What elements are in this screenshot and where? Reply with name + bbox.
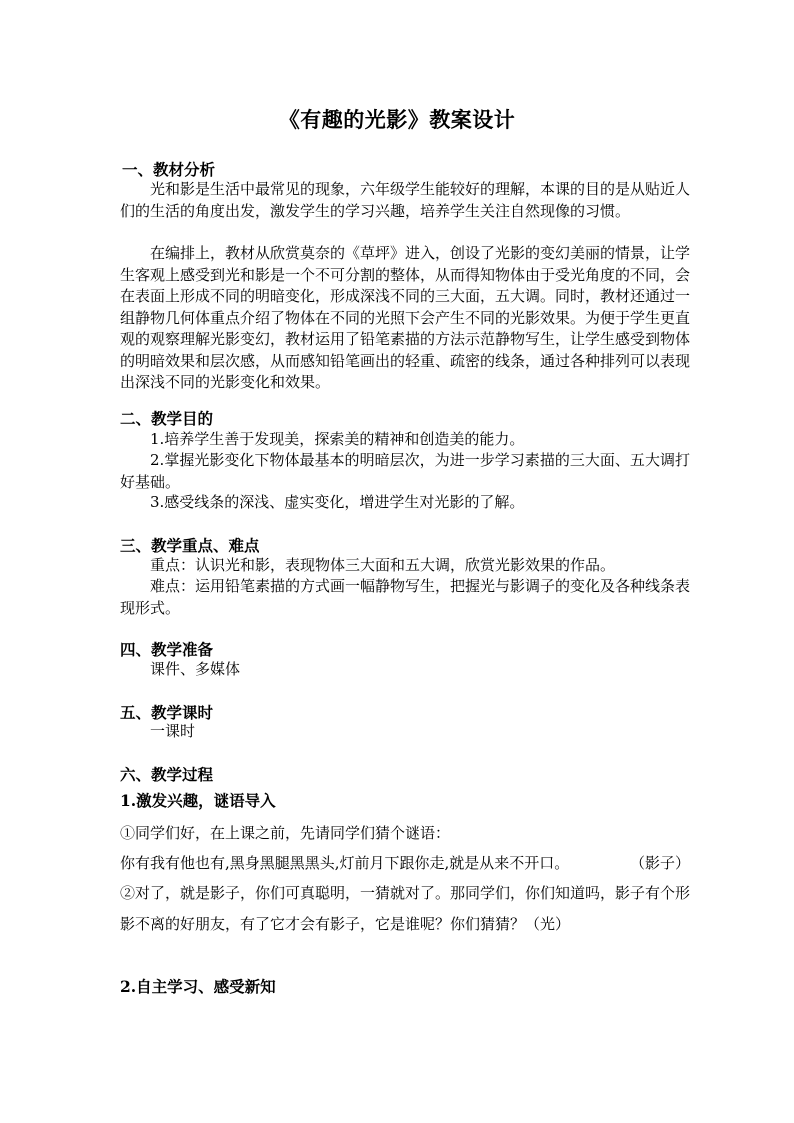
section-heading-class-hours: 五、教学课时: [120, 703, 214, 722]
paragraph: 课件、多媒体: [150, 660, 241, 678]
riddle-line: [120, 852, 690, 873]
step-heading: 1.激发兴趣，谜语导入: [120, 791, 276, 810]
document-title: 《有趣的光影》教案设计: [278, 107, 516, 132]
paragraph: 在编排上，教材从欣赏莫奈的《草坪》进入，创设了光影的变幻美丽的情景，让学生客观上感受到光和影是一个不可分割的整体，从而得知物体由于受光角度的不同，会在表面上形成不同的明暗变化，形成深浅不同的三大面，五大调。同时，教材还通过一组静物几何体重点介绍了物体在不同的光照下会产生不同的光影效果。为便于学生更直观的观察理解光影变幻，教材运用了铅笔素描的方法示范静物写生，让学生感受到物体的明暗效果和层次感，从而感知铅笔画出的轻重、疏密的线条，通过各种排列可以表现出深浅不同的光影变化和效果。: [120, 244, 691, 391]
riddle-text: 你有我有他也有,黑身黑腿黑黑头,灯前月下跟你走,就是从来不开口。: [120, 854, 570, 872]
paragraph: 难点：运用铅笔素描的方式画一幅静物写生，把握光与影调子的变化及各种线条表现形式。: [120, 577, 691, 617]
section-heading-preparation: 四、教学准备: [120, 640, 214, 659]
list-item: 2.掌握光影变化下物体最基本的明暗层次，为进一步学习素描的三大面、五大调打好基础。: [120, 451, 690, 491]
list-item: 3.感受线条的深浅、虚实变化，增进学生对光影的了解。: [150, 493, 525, 511]
section-heading-key-points: 三、教学重点、难点: [120, 536, 260, 555]
process-line: ①同学们好，在上课之前，先请同学们猜个谜语：: [120, 824, 451, 842]
paragraph: 重点：认识光和影，表现物体三大面和五大调，欣赏光影效果的作品。: [150, 556, 616, 574]
section-heading-teaching-process: 六、教学过程: [120, 765, 214, 784]
section-heading-teaching-objectives: 二、教学目的: [120, 409, 214, 428]
paragraph: 一课时: [150, 722, 196, 740]
section-heading-textbook-analysis: 一、教材分析: [122, 160, 216, 179]
process-paragraph: ②对了，就是影子，你们可真聪明，一猜就对了。那同学们，你们知道吗，影子有个形影不离的好朋友，有了它才会有影子，它是谁呢？你们猜猜？（光）: [120, 884, 691, 933]
riddle-answer: （影子）: [629, 854, 690, 872]
list-item: 1.培养学生善于发现美，探索美的精神和创造美的能力。: [150, 430, 525, 448]
paragraph: 光和影是生活中最常见的现象，六年级学生能较好的理解，本课的目的是从贴近人们的生活的角度出发，激发学生的学习兴趣，培养学生关注自然现像的习惯。: [120, 180, 691, 220]
step-heading: 2.自主学习、感受新知: [120, 977, 276, 996]
